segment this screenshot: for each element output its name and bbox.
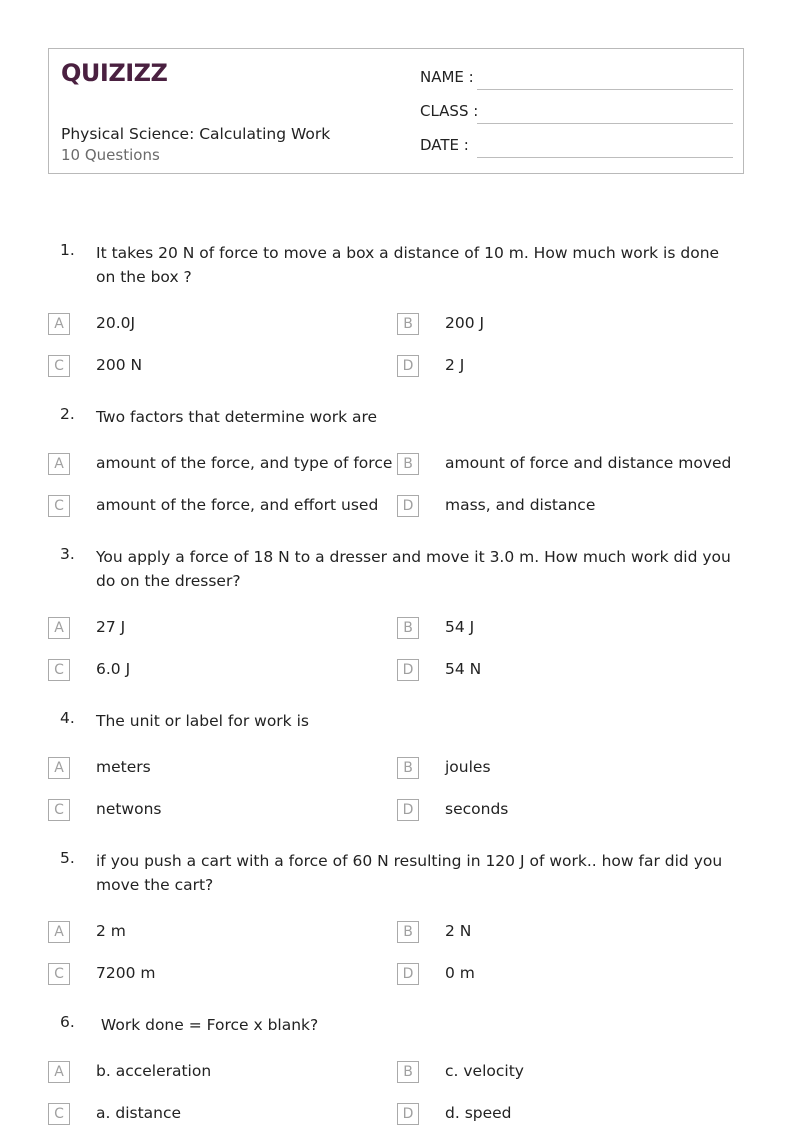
class-field[interactable]	[420, 102, 733, 124]
question-number: 4.	[60, 709, 75, 727]
question-text: Two factors that determine work are	[96, 408, 378, 426]
worksheet-title: Physical Science: Calculating Work	[61, 125, 331, 143]
option-text: seconds	[445, 800, 509, 818]
option-letter-box: D	[397, 1103, 419, 1125]
option-text: 20.0J	[96, 314, 136, 332]
option-text: 54 J	[445, 618, 475, 636]
question-number: 2.	[60, 405, 75, 423]
option-text: amount of the force, and effort used	[96, 496, 379, 514]
option-text: amount of the force, and type of force	[96, 454, 393, 472]
option-text: b. acceleration	[96, 1062, 212, 1080]
option-letter-box: C	[48, 355, 70, 377]
option-letter-box: D	[397, 355, 419, 377]
option-letter-box: B	[397, 617, 419, 639]
option-text: 54 N	[445, 660, 482, 678]
option-letter-box: D	[397, 495, 419, 517]
option-letter-box: A	[48, 313, 70, 335]
option-text: 7200 m	[96, 964, 156, 982]
question-text: It takes 20 N of force to move a box a distance of 10 m. How much work is done on the box ?	[96, 244, 720, 286]
option-letter-box: B	[397, 757, 419, 779]
option-letter-box: A	[48, 921, 70, 943]
option-letter-box: A	[48, 617, 70, 639]
question-text: You apply a force of 18 N to a dresser and move it 3.0 m. How much work did you do on the dresser?	[96, 548, 731, 590]
option-letter-box: D	[397, 799, 419, 821]
option-letter-box: B	[397, 313, 419, 335]
quizizz-logo: QUIZIZZ	[61, 59, 168, 87]
option-text: netwons	[96, 800, 162, 818]
option-text: 2 m	[96, 922, 126, 940]
class-line[interactable]	[477, 123, 733, 124]
option-text: 0 m	[445, 964, 475, 982]
option-text: 6.0 J	[96, 660, 131, 678]
option-letter-box: C	[48, 963, 70, 985]
option-letter-box: C	[48, 495, 70, 517]
option-letter-box: C	[48, 1103, 70, 1125]
option-letter-box: C	[48, 799, 70, 821]
question-text: if you push a cart with a force of 60 N resulting in 120 J of work.. how far did you move the cart?	[96, 852, 723, 894]
class-label: CLASS :	[420, 102, 479, 120]
option-text: 200 J	[445, 314, 485, 332]
option-text: 27 J	[96, 618, 126, 636]
option-letter-box: A	[48, 757, 70, 779]
option-letter-box: B	[397, 1061, 419, 1083]
option-letter-box: D	[397, 963, 419, 985]
date-label: DATE :	[420, 136, 469, 154]
name-line[interactable]	[477, 89, 733, 90]
question-count: 10 Questions	[61, 146, 160, 164]
question-number: 1.	[60, 241, 75, 259]
option-text: a. distance	[96, 1104, 182, 1122]
option-letter-box: D	[397, 659, 419, 681]
option-text: meters	[96, 758, 151, 776]
worksheet-header	[48, 48, 744, 174]
option-text: 2 N	[445, 922, 472, 940]
option-letter-box: A	[48, 1061, 70, 1083]
option-text: 200 N	[96, 356, 143, 374]
option-text: d. speed	[445, 1104, 512, 1122]
question-number: 3.	[60, 545, 75, 563]
option-text: 2 J	[445, 356, 465, 374]
question-text: Work done = Force x blank?	[96, 1016, 319, 1034]
option-letter-box: B	[397, 453, 419, 475]
question-number: 6.	[60, 1013, 75, 1031]
option-letter-box: A	[48, 453, 70, 475]
option-letter-box: C	[48, 659, 70, 681]
date-field[interactable]	[420, 136, 733, 158]
name-field[interactable]	[420, 68, 733, 90]
question-number: 5.	[60, 849, 75, 867]
option-text: joules	[445, 758, 491, 776]
question-text: The unit or label for work is	[96, 712, 309, 730]
date-line[interactable]	[477, 157, 733, 158]
option-letter-box: B	[397, 921, 419, 943]
option-text: amount of force and distance moved	[445, 454, 732, 472]
option-text: mass, and distance	[445, 496, 596, 514]
option-text: c. velocity	[445, 1062, 524, 1080]
name-label: NAME :	[420, 68, 474, 86]
